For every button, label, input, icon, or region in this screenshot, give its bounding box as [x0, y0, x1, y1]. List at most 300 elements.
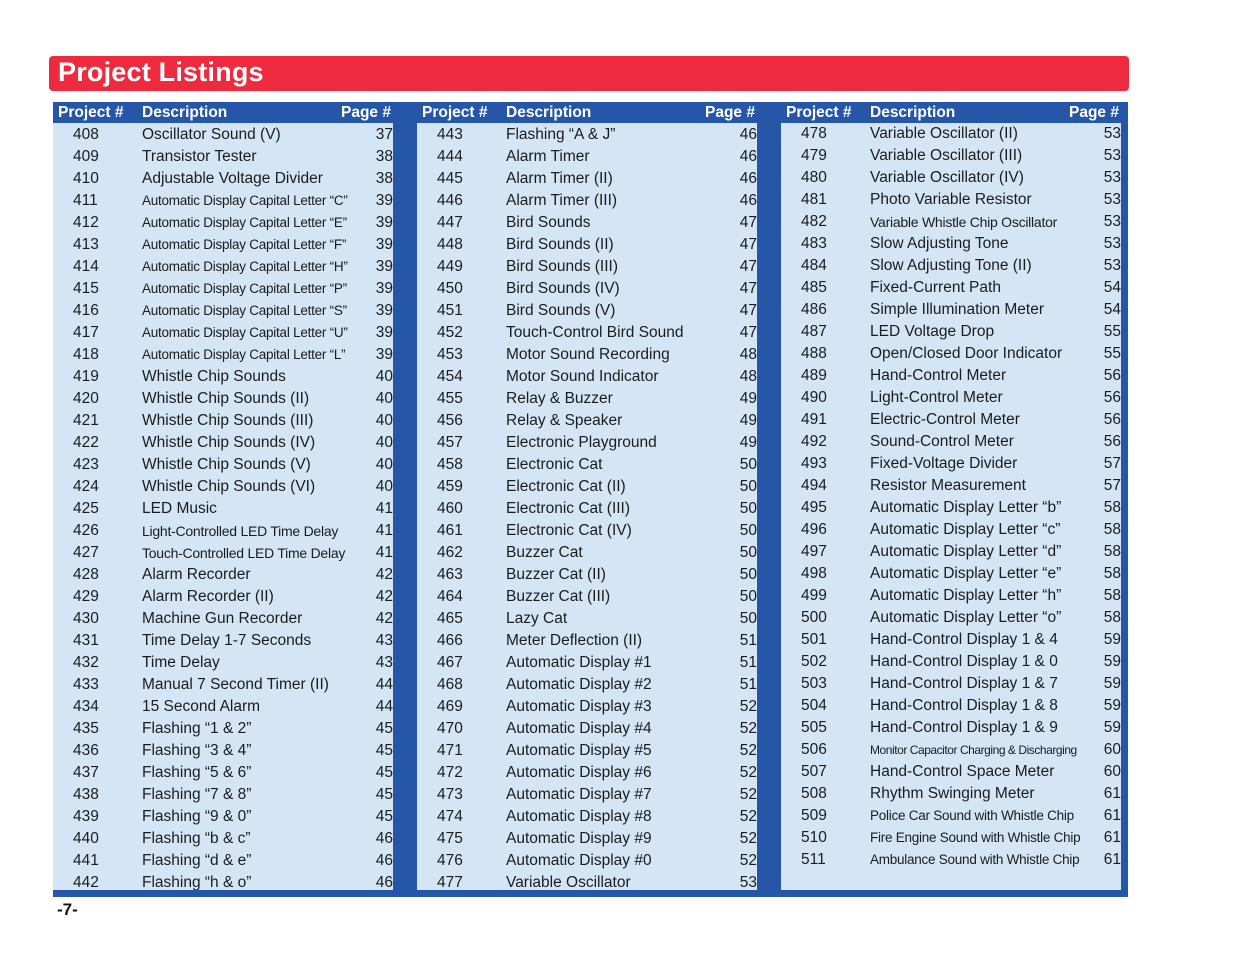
- page-reference: 61: [1103, 851, 1121, 868]
- project-number: 475: [437, 830, 463, 847]
- project-description: Automatic Display #0: [506, 852, 652, 869]
- project-number: 433: [73, 676, 99, 693]
- page-reference: 46: [739, 192, 757, 209]
- table-row: [781, 695, 1121, 717]
- table-row: [53, 278, 393, 300]
- project-number: 471: [437, 742, 463, 759]
- project-number: 500: [801, 609, 827, 626]
- project-description: Light-Controlled LED Time Delay: [142, 523, 339, 539]
- project-description: Automatic Display Letter “o”: [870, 609, 1062, 626]
- project-description: Electronic Cat (II): [506, 478, 626, 495]
- project-description: Rhythm Swinging Meter: [870, 785, 1035, 802]
- column-body: [781, 123, 1121, 890]
- table-row: [53, 520, 393, 542]
- table-row: [53, 322, 393, 344]
- page-reference: 61: [1103, 829, 1121, 846]
- page-reference: 49: [739, 434, 757, 451]
- project-description: Electronic Playground: [506, 434, 657, 451]
- project-number: 462: [437, 544, 463, 561]
- project-number: 430: [73, 610, 99, 627]
- project-description: Touch-Controlled LED Time Delay: [142, 545, 346, 561]
- project-description: Flashing “7 & 8”: [142, 786, 252, 803]
- project-number: 507: [801, 763, 827, 780]
- page-reference: 58: [1103, 543, 1121, 560]
- project-number: 443: [437, 126, 463, 143]
- table-row: [417, 564, 757, 586]
- table-row: [417, 146, 757, 168]
- table-row: [53, 696, 393, 718]
- project-description: Sound-Control Meter: [870, 433, 1014, 450]
- project-table: [53, 102, 1128, 897]
- page-reference: 58: [1103, 499, 1121, 516]
- project-description: Electric-Control Meter: [870, 411, 1020, 428]
- project-description: Fixed-Current Path: [870, 279, 1001, 296]
- table-row: [781, 563, 1121, 585]
- table-row: [417, 234, 757, 256]
- project-description: Ambulance Sound with Whistle Chip: [870, 852, 1080, 867]
- project-description: Hand-Control Meter: [870, 367, 1007, 384]
- project-description: Buzzer Cat: [506, 544, 583, 561]
- project-description: Variable Oscillator (III): [870, 147, 1023, 164]
- project-number: 490: [801, 389, 827, 406]
- page-reference: 49: [739, 390, 757, 407]
- page-reference: 40: [375, 478, 393, 495]
- project-description: Machine Gun Recorder: [142, 610, 303, 627]
- project-number: 444: [437, 148, 463, 165]
- project-description: Alarm Recorder: [142, 566, 251, 583]
- table-row: [53, 124, 393, 146]
- table-row: [417, 762, 757, 784]
- project-description: Alarm Timer (II): [506, 170, 613, 187]
- project-number: 435: [73, 720, 99, 737]
- table-row: [417, 432, 757, 454]
- page-reference: 59: [1103, 675, 1121, 692]
- project-number: 422: [73, 434, 99, 451]
- project-description: Whistle Chip Sounds (III): [142, 412, 314, 429]
- page-reference: 39: [375, 280, 393, 297]
- project-number: 423: [73, 456, 99, 473]
- project-number: 419: [73, 368, 99, 385]
- table-row: [781, 717, 1121, 739]
- project-description: Automatic Display #6: [506, 764, 652, 781]
- project-description: Alarm Timer: [506, 148, 590, 165]
- project-description: Whistle Chip Sounds (II): [142, 390, 310, 407]
- page-reference: 57: [1103, 455, 1121, 472]
- table-row: [417, 476, 757, 498]
- page-reference: 50: [739, 522, 757, 539]
- table-row: [417, 850, 757, 872]
- project-description: Hand-Control Display 1 & 7: [870, 675, 1058, 692]
- page-reference: 45: [375, 720, 393, 737]
- project-number: 416: [73, 302, 99, 319]
- project-number: 411: [73, 192, 98, 209]
- project-description: Automatic Display Letter “c”: [870, 521, 1061, 538]
- table-row: [417, 344, 757, 366]
- project-description: Automatic Display Capital Letter “P”: [142, 281, 347, 296]
- page-reference: 42: [375, 588, 393, 605]
- project-number: 459: [437, 478, 463, 495]
- table-row: [781, 321, 1121, 343]
- project-number: 484: [801, 257, 827, 274]
- project-number: 501: [801, 631, 827, 648]
- page-reference: 59: [1103, 719, 1121, 736]
- page-reference: 45: [375, 764, 393, 781]
- table-row: [417, 630, 757, 652]
- page-reference: 53: [1103, 147, 1121, 164]
- project-description: Buzzer Cat (II): [506, 566, 606, 583]
- project-number: 485: [801, 279, 827, 296]
- table-row: [781, 739, 1121, 761]
- table-row: [417, 366, 757, 388]
- table-row: [781, 783, 1121, 805]
- page-reference: 51: [739, 632, 757, 649]
- project-number: 449: [437, 258, 463, 275]
- project-description: Automatic Display Capital Letter “C”: [142, 193, 348, 208]
- header-project: Project #: [422, 104, 488, 121]
- project-description: Automatic Display #9: [506, 830, 652, 847]
- page-reference: 53: [1103, 169, 1121, 186]
- project-description: Alarm Recorder (II): [142, 588, 274, 605]
- project-description: Automatic Display #2: [506, 676, 652, 693]
- table-row: [53, 630, 393, 652]
- project-description: Automatic Display Capital Letter “S”: [142, 303, 347, 318]
- project-description: Variable Oscillator: [506, 874, 631, 890]
- project-description: Bird Sounds: [506, 214, 591, 231]
- table-column-1: [53, 102, 405, 897]
- table-row: [417, 168, 757, 190]
- project-description: Automatic Display #5: [506, 742, 652, 759]
- table-row: [417, 520, 757, 542]
- page-reference: 52: [739, 830, 757, 847]
- page-reference: 53: [1103, 191, 1121, 208]
- project-number: 458: [437, 456, 463, 473]
- page-reference: 45: [375, 742, 393, 759]
- page-reference: 47: [739, 302, 757, 319]
- project-description: Police Car Sound with Whistle Chip: [870, 808, 1074, 823]
- page-reference: 56: [1103, 367, 1121, 384]
- table-row: [53, 784, 393, 806]
- table-row: [781, 365, 1121, 387]
- table-row: [781, 761, 1121, 783]
- table-row: [53, 146, 393, 168]
- project-number: 491: [801, 411, 827, 428]
- title-bar: [49, 56, 1129, 91]
- table-row: [781, 849, 1121, 871]
- table-column-3: [781, 102, 1133, 897]
- table-row: [53, 718, 393, 740]
- project-number: 412: [73, 214, 99, 231]
- project-description: Whistle Chip Sounds: [142, 368, 286, 385]
- project-number: 496: [801, 521, 827, 538]
- page-reference: 54: [1103, 301, 1121, 318]
- page-reference: 52: [739, 786, 757, 803]
- project-number: 436: [73, 742, 99, 759]
- project-number: 438: [73, 786, 99, 803]
- table-row: [417, 410, 757, 432]
- project-number: 477: [437, 874, 463, 890]
- project-number: 498: [801, 565, 827, 582]
- table-row: [53, 652, 393, 674]
- project-description: Electronic Cat (III): [506, 500, 631, 517]
- page-reference: 59: [1103, 631, 1121, 648]
- table-row: [53, 190, 393, 212]
- page-reference: 39: [375, 214, 393, 231]
- project-number: 439: [73, 808, 99, 825]
- page-reference: 53: [1103, 213, 1121, 230]
- table-row: [53, 366, 393, 388]
- table-row: [53, 872, 393, 890]
- project-number: 431: [73, 632, 99, 649]
- project-description: Touch-Control Bird Sound: [506, 324, 684, 341]
- page-reference: 40: [375, 412, 393, 429]
- page-reference: 45: [375, 808, 393, 825]
- project-number: 453: [437, 346, 463, 363]
- project-description: Slow Adjusting Tone: [870, 235, 1009, 252]
- project-number: 437: [73, 764, 99, 781]
- page-reference: 39: [375, 346, 393, 363]
- column-body: [53, 123, 393, 890]
- project-number: 508: [801, 785, 827, 802]
- page-reference: 48: [739, 346, 757, 363]
- table-row: [781, 607, 1121, 629]
- table-row: [53, 586, 393, 608]
- project-description: Hand-Control Display 1 & 9: [870, 719, 1058, 736]
- table-row: [417, 388, 757, 410]
- table-row: [781, 343, 1121, 365]
- page-reference: 47: [739, 214, 757, 231]
- table-row: [781, 475, 1121, 497]
- project-number: 409: [73, 148, 99, 165]
- page-reference: 40: [375, 456, 393, 473]
- project-description: Motor Sound Indicator: [506, 368, 659, 385]
- table-row: [781, 497, 1121, 519]
- table-row: [417, 454, 757, 476]
- table-row: [417, 322, 757, 344]
- table-row: [53, 674, 393, 696]
- page-reference: 46: [739, 148, 757, 165]
- header-page: Page #: [1069, 104, 1119, 121]
- project-number: 504: [801, 697, 827, 714]
- project-description: Relay & Speaker: [506, 412, 623, 429]
- project-number: 451: [437, 302, 463, 319]
- page-reference: 47: [739, 324, 757, 341]
- project-description: Slow Adjusting Tone (II): [870, 257, 1032, 274]
- page-reference: 51: [739, 676, 757, 693]
- project-description: Flashing “b & c”: [142, 830, 251, 847]
- project-number: 509: [801, 807, 827, 824]
- table-row: [53, 388, 393, 410]
- page-reference: 60: [1103, 741, 1121, 758]
- header-project: Project #: [58, 104, 124, 121]
- project-number: 511: [801, 851, 826, 868]
- table-row: [53, 498, 393, 520]
- project-description: Automatic Display Letter “e”: [870, 565, 1062, 582]
- header-description: Description: [506, 104, 592, 121]
- project-number: 482: [801, 213, 827, 230]
- project-number: 415: [73, 280, 99, 297]
- table-row: [417, 696, 757, 718]
- page-reference: 50: [739, 456, 757, 473]
- page-reference: 52: [739, 852, 757, 869]
- project-number: 414: [73, 258, 99, 275]
- project-number: 499: [801, 587, 827, 604]
- project-number: 445: [437, 170, 463, 187]
- page-reference: 58: [1103, 565, 1121, 582]
- table-row: [53, 850, 393, 872]
- project-number: 467: [437, 654, 463, 671]
- page-reference: 58: [1103, 521, 1121, 538]
- project-description: Variable Oscillator (II): [870, 125, 1018, 142]
- page-reference: 42: [375, 566, 393, 583]
- page-reference: 61: [1103, 807, 1121, 824]
- project-number: 474: [437, 808, 463, 825]
- page-reference: 54: [1103, 279, 1121, 296]
- project-number: 420: [73, 390, 99, 407]
- project-number: 494: [801, 477, 827, 494]
- page-reference: 53: [1103, 257, 1121, 274]
- project-number: 488: [801, 345, 827, 362]
- project-description: Bird Sounds (III): [506, 258, 618, 275]
- project-description: Whistle Chip Sounds (V): [142, 456, 311, 473]
- page-reference: 55: [1103, 345, 1121, 362]
- page-reference: 41: [375, 522, 393, 539]
- table-row: [781, 629, 1121, 651]
- project-description: Lazy Cat: [506, 610, 568, 627]
- project-description: Flashing “h & o”: [142, 874, 252, 890]
- project-number: 440: [73, 830, 99, 847]
- project-number: 489: [801, 367, 827, 384]
- project-description: Adjustable Voltage Divider: [142, 170, 323, 187]
- project-number: 505: [801, 719, 827, 736]
- project-number: 413: [73, 236, 99, 253]
- table-row: [781, 233, 1121, 255]
- table-row: [53, 564, 393, 586]
- page-reference: 43: [375, 654, 393, 671]
- project-number: 410: [73, 170, 99, 187]
- table-row: [53, 762, 393, 784]
- project-number: 506: [801, 741, 827, 758]
- project-description: Whistle Chip Sounds (VI): [142, 478, 316, 495]
- project-number: 465: [437, 610, 463, 627]
- project-description: Meter Deflection (II): [506, 632, 643, 649]
- project-description: Hand-Control Display 1 & 0: [870, 653, 1058, 670]
- table-row: [417, 872, 757, 890]
- table-row: [417, 212, 757, 234]
- page-reference: 44: [375, 698, 393, 715]
- table-row: [53, 454, 393, 476]
- table-row: [417, 542, 757, 564]
- project-description: Automatic Display #4: [506, 720, 652, 737]
- project-number: 442: [73, 874, 99, 890]
- project-number: 493: [801, 455, 827, 472]
- project-description: Light-Control Meter: [870, 389, 1003, 406]
- page-reference: 38: [375, 170, 393, 187]
- project-number: 510: [801, 829, 827, 846]
- project-number: 487: [801, 323, 827, 340]
- project-number: 469: [437, 698, 463, 715]
- project-description: Hand-Control Display 1 & 8: [870, 697, 1058, 714]
- table-row: [417, 674, 757, 696]
- page-reference: 43: [375, 632, 393, 649]
- page-reference: 50: [739, 588, 757, 605]
- header-description: Description: [142, 104, 228, 121]
- table-row: [781, 431, 1121, 453]
- project-number: 464: [437, 588, 463, 605]
- table-row: [417, 278, 757, 300]
- project-description: 15 Second Alarm: [142, 698, 261, 715]
- page-reference: 45: [375, 786, 393, 803]
- project-description: Hand-Control Display 1 & 4: [870, 631, 1058, 648]
- project-number: 452: [437, 324, 463, 341]
- project-description: Automatic Display Capital Letter “L”: [142, 347, 346, 362]
- table-row: [53, 234, 393, 256]
- project-description: Electronic Cat: [506, 456, 603, 473]
- project-number: 492: [801, 433, 827, 450]
- table-row: [781, 453, 1121, 475]
- project-description: Electronic Cat (IV): [506, 522, 632, 539]
- project-number: 454: [437, 368, 463, 385]
- project-description: Flashing “9 & 0”: [142, 808, 252, 825]
- page-reference: 61: [1103, 785, 1121, 802]
- page-reference: 46: [739, 126, 757, 143]
- table-row: [781, 673, 1121, 695]
- table-row: [781, 519, 1121, 541]
- project-description: Buzzer Cat (III): [506, 588, 611, 605]
- page-reference: 60: [1103, 763, 1121, 780]
- project-description: Hand-Control Space Meter: [870, 763, 1055, 780]
- table-row: [781, 541, 1121, 563]
- project-number: 476: [437, 852, 463, 869]
- project-description: Transistor Tester: [142, 148, 257, 165]
- page-reference: 52: [739, 742, 757, 759]
- project-description: Time Delay 1-7 Seconds: [142, 632, 312, 649]
- project-description: Automatic Display #8: [506, 808, 652, 825]
- project-number: 441: [73, 852, 99, 869]
- project-number: 429: [73, 588, 99, 605]
- project-description: Motor Sound Recording: [506, 346, 670, 363]
- project-number: 468: [437, 676, 463, 693]
- table-row: [53, 806, 393, 828]
- page-reference: 53: [1103, 125, 1121, 142]
- project-description: Automatic Display Letter “h”: [870, 587, 1062, 604]
- page-reference: 41: [375, 500, 393, 517]
- project-number: 424: [73, 478, 99, 495]
- project-description: Bird Sounds (V): [506, 302, 616, 319]
- project-number: 447: [437, 214, 463, 231]
- project-number: 446: [437, 192, 463, 209]
- page-reference: 48: [739, 368, 757, 385]
- table-row: [53, 608, 393, 630]
- page-reference: 39: [375, 302, 393, 319]
- project-number: 503: [801, 675, 827, 692]
- project-description: Flashing “5 & 6”: [142, 764, 252, 781]
- project-number: 470: [437, 720, 463, 737]
- page-reference: 55: [1103, 323, 1121, 340]
- page-reference: 50: [739, 566, 757, 583]
- page-reference: 58: [1103, 587, 1121, 604]
- page-reference: 46: [375, 852, 393, 869]
- project-number: 450: [437, 280, 463, 297]
- page-reference: 51: [739, 654, 757, 671]
- table-row: [417, 124, 757, 146]
- project-number: 483: [801, 235, 827, 252]
- project-number: 502: [801, 653, 827, 670]
- project-description: Bird Sounds (II): [506, 236, 614, 253]
- table-row: [53, 828, 393, 850]
- page-reference: 56: [1103, 433, 1121, 450]
- page-reference: 44: [375, 676, 393, 693]
- page-reference: 46: [739, 170, 757, 187]
